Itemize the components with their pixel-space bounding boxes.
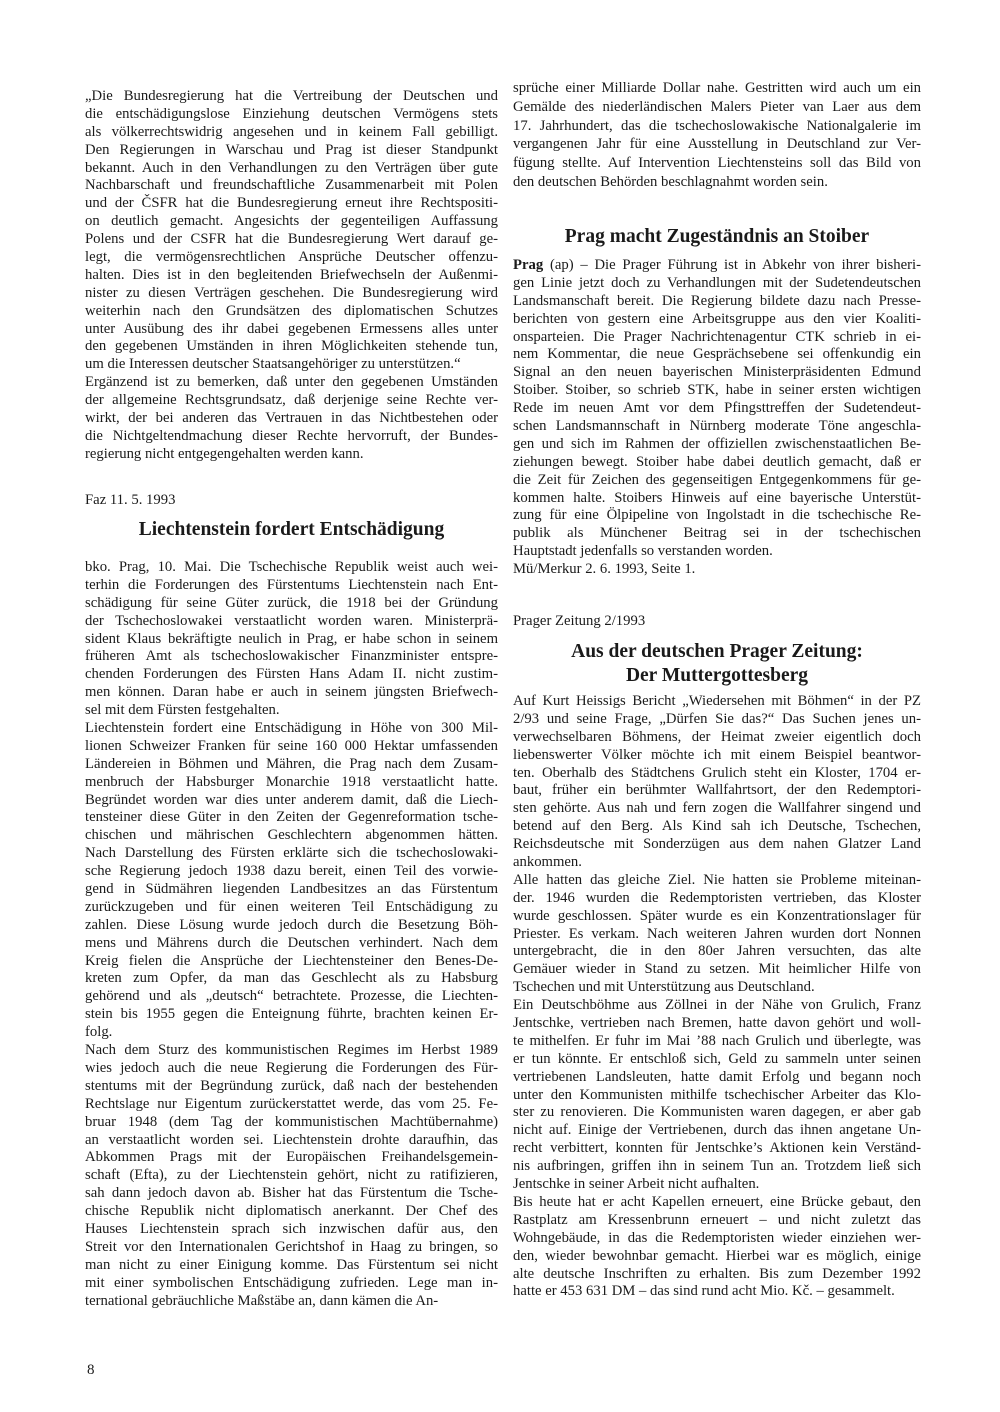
- paragraph: [85, 720, 498, 1042]
- text-line: gend in Südmähren liegenden Landbesitzes an das Fürstentum: [85, 881, 498, 898]
- text-line: baut, früher ein berühmter Wallfahrtsort, der den Redemptori-: [513, 782, 921, 799]
- text-line: man nicht zu einer Einigung komme. Das Fürstentum sei nicht: [85, 1256, 498, 1273]
- text-line: gehörend und als „deutsch“ betrachtete. Prozesse, die Liechten-: [85, 988, 498, 1005]
- text-line: Liechtenstein fordert eine Entschädigung in Höhe von 300 Mil-: [85, 720, 498, 737]
- text-line: chenden Forderungen des Fürsten Hans Adam II. nicht zustim-: [85, 666, 498, 683]
- text-line: regierung nicht entgegengehalten werden kann.: [85, 445, 364, 462]
- article-first-line: [513, 257, 921, 275]
- text-line: chischen und mährischen Geschlechtern abgenommen hätten.: [85, 827, 498, 844]
- text-line: stentums mit der Begründung zurück, daß nach der bestehenden: [85, 1077, 498, 1094]
- dateline-lead: Prag: [513, 257, 544, 273]
- article-muttergottesberg-body: [513, 693, 921, 1301]
- paragraph: [513, 79, 921, 192]
- text-line: Priester. Es verkam. Nach weiteren Jahren wurden dort Nonnen: [513, 925, 921, 942]
- text-line: zung für eine Ölpipeline von Ingolstadt in die tschechische Re-: [513, 507, 921, 524]
- text-line: Ländereien in Böhmen und Mähren, die Prag nach dem Zusam-: [85, 755, 498, 772]
- text-line: Jentschke, vertrieben nach Bremen, hatte davon gehört und woll-: [513, 1015, 921, 1032]
- text-line: 2/93 und seine Frage, „Dürfen Sie das?“ Das Suchen jenes un-: [513, 710, 921, 727]
- text-line: recht verbittert, konnten für Jentschke’s Aktionen kein Verständ-: [513, 1140, 921, 1157]
- text-line: Tschechen und mit Unterstützung aus Deutschland.: [513, 979, 815, 996]
- text-line: der Tschechoslowakei verstaatlicht worden waren. Ministerprä-: [85, 612, 498, 629]
- text-line: untergebracht, die in den 80er Jahren versuchten, das alte: [513, 943, 921, 960]
- heading-line-1: Aus der deutschen Prager Zeitung:: [571, 641, 863, 662]
- text-line: Nachbarschaft und freundschaftliche Zusammenarbeit mit Polen: [85, 177, 498, 194]
- text-line: ternational gebräuchliche Maßstäbe an, dann kämen die An-: [85, 1292, 439, 1309]
- text-line: liebenswerter Völker möchte ich mit einem Beispiel beantwor-: [513, 746, 921, 763]
- text-line: unter Ausübung des ihr dabei gegebenen Ermessens alles unter: [85, 320, 498, 337]
- text-line: um die Interessen deutscher Staatsangehöriger zu unterstützen.“: [85, 356, 461, 373]
- text-line: Hauses Liechtenstein sprach sich inzwischen dafür aus, den: [85, 1220, 498, 1237]
- text-line: wies jedoch auch die neue Regierung die Forderungen des Für-: [85, 1059, 498, 1076]
- text-line: alte deutsche Inschriften zu erhalten. Bis zum Dezember 1992: [513, 1265, 921, 1282]
- text-line: Rede im neuen Amt vor dem Pfingsttreffen der Sudetendeut-: [513, 400, 921, 417]
- article-stoiber-body: [513, 257, 921, 579]
- text-line: bekannt. Auch in den Verhandlungen zu den Verträgen über gute: [85, 159, 498, 176]
- text-line: Wohngebäude, in das die Redemptoristen wieder einziehen wer-: [513, 1229, 921, 1246]
- text-line: nicht auf. Einige der Vertriebenen, durch das ihnen angetane Un-: [513, 1122, 921, 1139]
- text-line: Ein Deutschböhme aus Zöllnei in der Nähe von Grulich, Franz: [513, 997, 921, 1014]
- heading-liechtenstein: [85, 518, 498, 542]
- text-line: berichten von gestern eine Arbeitsgruppe aus den vier Koaliti-: [513, 310, 921, 327]
- intro-text-block: [85, 88, 498, 464]
- text-line: die entschädigungslose Einziehung deutschen Vermögens stets: [85, 105, 498, 122]
- text-line: ten. Oberhalb des Städtchens Grulich steht ein Kloster, 1704 er-: [513, 764, 921, 781]
- continuation-text-block: [513, 79, 921, 192]
- text-line: kommen halte. Stoibers Hinweis auf eine bayerische Unterstüt-: [513, 489, 921, 506]
- text-line: Rechtslage nur Eigentum zurückerstattet werde, das vom 25. Fe-: [85, 1095, 498, 1112]
- text-line: legt, die vermögensrechtlichen Ansprüche Deutscher offenzu-: [85, 249, 498, 266]
- source-citation-prager-zeitung: Prager Zeitung 2/1993: [513, 613, 646, 629]
- paragraph: [85, 559, 498, 720]
- heading-muttergottesberg: [513, 640, 921, 688]
- text-line: kreten zum Opfer, da man das Geschlecht als zu Habsburg: [85, 970, 498, 987]
- text-line: Gemäuer wieder in Stand zu setzen. Mit heimlicher Hilfe von: [513, 961, 921, 978]
- text-line: nem Kommentar, die neue Gesprächsebene sei offenkundig ein: [513, 346, 921, 363]
- text-line: verwechselbaren Böhmens, der Heimat zweier eigentlich doch: [513, 728, 921, 745]
- text-line: sel mit dem Fürsten festgehalten.: [85, 702, 280, 719]
- text-line: publik als Münchener Beitrag sei in der tschechischen: [513, 525, 921, 542]
- text-line: Nach Darstellung des Fürsten erklärte sich die tschechoslowaki-: [85, 845, 498, 862]
- text-line: Begründet worden war dies unter anderem damit, daß die Liech-: [85, 791, 498, 808]
- page-number: 8: [87, 1362, 95, 1378]
- article-stoiber-rest: [513, 275, 921, 579]
- text-line: Reichsdeutsche mit Sonderzügen aus dem nahen Glatzer Land: [513, 836, 921, 853]
- text-line: folg.: [85, 1024, 113, 1041]
- text-line: früheren Amt als tschechoslowakischer Finanzminister entspre-: [85, 648, 498, 665]
- text-line: zahlen. Diese Lösung wurde jedoch durch die Besetzung Böh-: [85, 916, 498, 933]
- text-line: die Zeit für Zeichen des gegenseitigen Entgegenkommens für ge-: [513, 471, 921, 488]
- text-line: terhin die Forderungen des Fürstentums Liechtenstein nach Ent-: [85, 576, 498, 593]
- text-line: Kreig fielen die Ansprüche der Liechtensteiner den Benes-De-: [85, 952, 498, 969]
- text-line: Ergänzend ist zu bemerken, daß unter den gegebenen Umständen: [85, 374, 498, 391]
- text-line: fügung stellte. Auf Intervention Liechtensteins soll das Bild von: [513, 155, 921, 172]
- text-line: wirkt, der bei anderen das Vertrauen in das Nichtbestehen oder: [85, 410, 498, 427]
- text-line: bko. Prag, 10. Mai. Die Tschechische Republik weist auch wei-: [85, 559, 498, 575]
- text-line: sah dann jedoch davon ab. Bisher hat das Fürstentum die Tsche-: [85, 1185, 498, 1202]
- text-line: 17. Jahrhundert, das die tschechoslowakische Nationalgalerie im: [513, 117, 921, 134]
- heading-text: Liechtenstein fordert Entschädigung: [138, 519, 445, 540]
- text-line: gen und sich im Rahmen der offiziellen zwischenstaatlichen Be-: [513, 435, 921, 452]
- text-line: die Nichtgeltendmachung dieser Rechte hervorruft, der Bundes-: [85, 427, 498, 444]
- paragraph: [85, 1042, 498, 1310]
- text-line: Rastplatz am Kressenbrunn erneuert – und nicht zuletzt das: [513, 1211, 921, 1228]
- text-line: chische Republik nicht diplomatisch anerkannt. Der Chef des: [85, 1203, 498, 1220]
- text-line: wurde geschlossen. Später wurde es ein Konzentrationslager für: [513, 907, 921, 924]
- text-line: schädigung für seine Güter zurück, die 1918 bei der Gründung: [85, 594, 498, 611]
- paragraph: [513, 1194, 921, 1301]
- text-line: der. 1946 wurden die Redemptoristen vertrieben, das Kloster: [513, 889, 921, 906]
- text-line: Den Regierungen in Warschau und Prag ist dieser Standpunkt: [85, 141, 498, 158]
- text-line: nister zu diesen Verträgen geschehen. Die Bundesregierung wird: [85, 284, 498, 301]
- text-line: Abkommen Prags mit der Europäischen Freihandelsgemein-: [85, 1149, 498, 1166]
- text-line: Polens und der CSFR hat die Bundesregierung Wert darauf ge-: [85, 231, 498, 248]
- text-line: gen Linie jetzt doch zu Verhandlungen mit der Sudetendeutschen: [513, 274, 921, 291]
- text-line: hatte er 453 631 DM – das sind rund acht Mio. Kč. – gesammelt.: [513, 1283, 895, 1300]
- text-line: weiterhin nach den Grundsätzen des diplomatischen Schutzes: [85, 302, 498, 319]
- text-line: mit einer symbolischen Entschädigung zufrieden. Lege man in-: [85, 1274, 498, 1291]
- heading-line-2: Der Muttergottesberg: [625, 665, 809, 686]
- article-liechtenstein-body: [85, 559, 498, 1310]
- first-line-rest: (ap) – Die Prager Führung ist in Abkehr von ihrer bisheri-: [543, 257, 921, 273]
- text-line: Stoiber. Stoiber, so schrieb STK, habe in seiner ersten wichtigen: [513, 382, 921, 399]
- paragraph: [513, 561, 921, 579]
- text-line: sident Klaus bekräftigte neulich in Prag, er habe schon in seinem: [85, 630, 498, 647]
- text-line: stein bis 1955 gegen die Enteignung führte, brachten keinen Er-: [85, 1006, 498, 1023]
- text-line: menbruch der Habsburger Monarchie 1918 verstaatlicht hatte.: [85, 773, 498, 790]
- text-line: lionen Schweizer Franken für seine 160 000 Hektar umfassenden: [85, 737, 498, 754]
- text-line: vergangenen Jahr für eine Ausstellung in Deutschland zur Ver-: [513, 136, 921, 153]
- text-line: sche Regierung jedoch 1938 dazu bereit, einen Teil des vorwie-: [85, 863, 498, 880]
- text-line: Signal an den neuen bayerischen Ministerpräsidenten Edmund: [513, 364, 921, 381]
- text-line: Nach dem Sturz des kommunistischen Regimes im Herbst 1989: [85, 1042, 498, 1059]
- text-line: der allgemeine Rechtsgrundsatz, daß derjenige seine Rechte ver-: [85, 392, 498, 409]
- text-line: „Die Bundesregierung hat die Vertreibung der Deutschen und: [85, 88, 498, 104]
- text-line: den deutschen Behörden beschlagnahmt worden sein.: [513, 173, 828, 190]
- text-line: nis aufbringen, griffen ihn in seinem Tun an. Trotzdem ließ sich: [513, 1158, 921, 1175]
- paragraph: [85, 88, 498, 374]
- text-line: und der ČSFR hat die Bundesregierung erneut ihre Rechtspositi-: [85, 195, 498, 212]
- paragraph: [513, 872, 921, 997]
- text-line: schaft (Efta), zu der Liechtenstein gehört, nicht zu ratifizieren,: [85, 1167, 498, 1184]
- text-line: tensteiner diese Güter in den Zeiten der Gegenreformation tsche-: [85, 809, 498, 826]
- text-line: an verstaatlicht worden sei. Liechtenstein drohte daraufhin, das: [85, 1131, 498, 1148]
- text-line: ster zu renovieren. Die Kommunisten waren dagegen, er aber gab: [513, 1104, 921, 1121]
- paragraph: [513, 997, 921, 1194]
- text-line: den, wieder bewohnbar gemacht. Hierbei war es möglich, einige: [513, 1247, 921, 1264]
- text-line: den gegebenen Umständen in ihren Möglichkeiten stehende tun,: [85, 338, 498, 355]
- text-line: sprüche einer Milliarde Dollar nahe. Gestritten wird auch um ein: [513, 80, 921, 96]
- text-line: ziehungen bewegt. Stoiber habe dabei deutlich gemacht, daß er: [513, 453, 921, 470]
- text-line: Mü/Merkur 2. 6. 1993, Seite 1.: [513, 561, 696, 578]
- text-line: te mithelfen. Er fuhr im Mai ’88 nach Grulich und überlegte, was: [513, 1032, 921, 1049]
- text-line: vertriebenen Landsleuten, hatte damit Erfolg und begann noch: [513, 1068, 921, 1085]
- text-line: halten. Dies ist in den begleitenden Briefwechseln der Außenmi-: [85, 266, 498, 283]
- text-line: ankommen.: [513, 854, 582, 871]
- text-line: unter den Kommunisten mithilfe tschechischer Arbeiter das Klo-: [513, 1086, 921, 1103]
- paragraph: [513, 693, 921, 872]
- text-line: Auf Kurt Heissigs Bericht „Wiedersehen mit Böhmen“ in der PZ: [513, 693, 921, 709]
- heading-text: Prag macht Zugeständnis an Stoiber: [564, 226, 870, 247]
- text-line: Streit vor den Internationalen Gerichtshof in Haag zu bringen, so: [85, 1238, 498, 1255]
- paragraph: [513, 275, 921, 561]
- text-line: Bis heute hat er acht Kapellen erneuert, eine Brücke gebaut, den: [513, 1193, 921, 1210]
- paragraph: [85, 374, 498, 463]
- text-line: mens und Mährens durch die Deutschen verhindert. Nach dem: [85, 934, 498, 951]
- text-line: er tun könnte. Er entschloß sich, Geld zu sammeln unter seinen: [513, 1050, 921, 1067]
- text-line: schen Landsmannschaft in Nürnberg moderate Töne angeschla-: [513, 418, 921, 435]
- text-line: sten gehörte. Aus nah und fern zogen die Wallfahrer singend und: [513, 800, 921, 817]
- text-line: Landsmanschaft bereit. Die Regierung bildete dazu nach Presse-: [513, 292, 921, 309]
- text-line: men können. Daran habe er auch in seinem jüngsten Briefwech-: [85, 684, 498, 701]
- text-line: als völkerrechtswidrig angesehen und in keinem Fall gebilligt.: [85, 123, 498, 140]
- text-line: zurückzugeben und für einen weiteren Teil Entschädigung zu: [85, 898, 498, 915]
- text-line: bruar 1948 (dem Tag der kommunistischen Machtübernahme): [85, 1113, 498, 1130]
- text-line: Alle hatten das gleiche Ziel. Nie hatten sie Probleme miteinan-: [513, 871, 921, 888]
- heading-stoiber: [513, 225, 921, 249]
- text-line: Gemälde des niederländischen Malers Pieter van Laer aus dem: [513, 98, 921, 115]
- text-line: on deutlich gemacht. Angesichts der gegenteiligen Auffassung: [85, 213, 498, 230]
- text-line: onsparteien. Die Prager Nachrichtenagentur CTK schrieb in ei-: [513, 328, 921, 345]
- text-line: betend auf den Berg. Als Kind sah ich Deutsche, Tschechen,: [513, 818, 921, 835]
- text-line: Jentschke in seiner Arbeit nicht aufhalten.: [513, 1176, 760, 1193]
- text-line: Hauptstadt jedenfalls so verstanden worden.: [513, 543, 773, 560]
- source-citation-faz: Faz 11. 5. 1993: [85, 492, 176, 508]
